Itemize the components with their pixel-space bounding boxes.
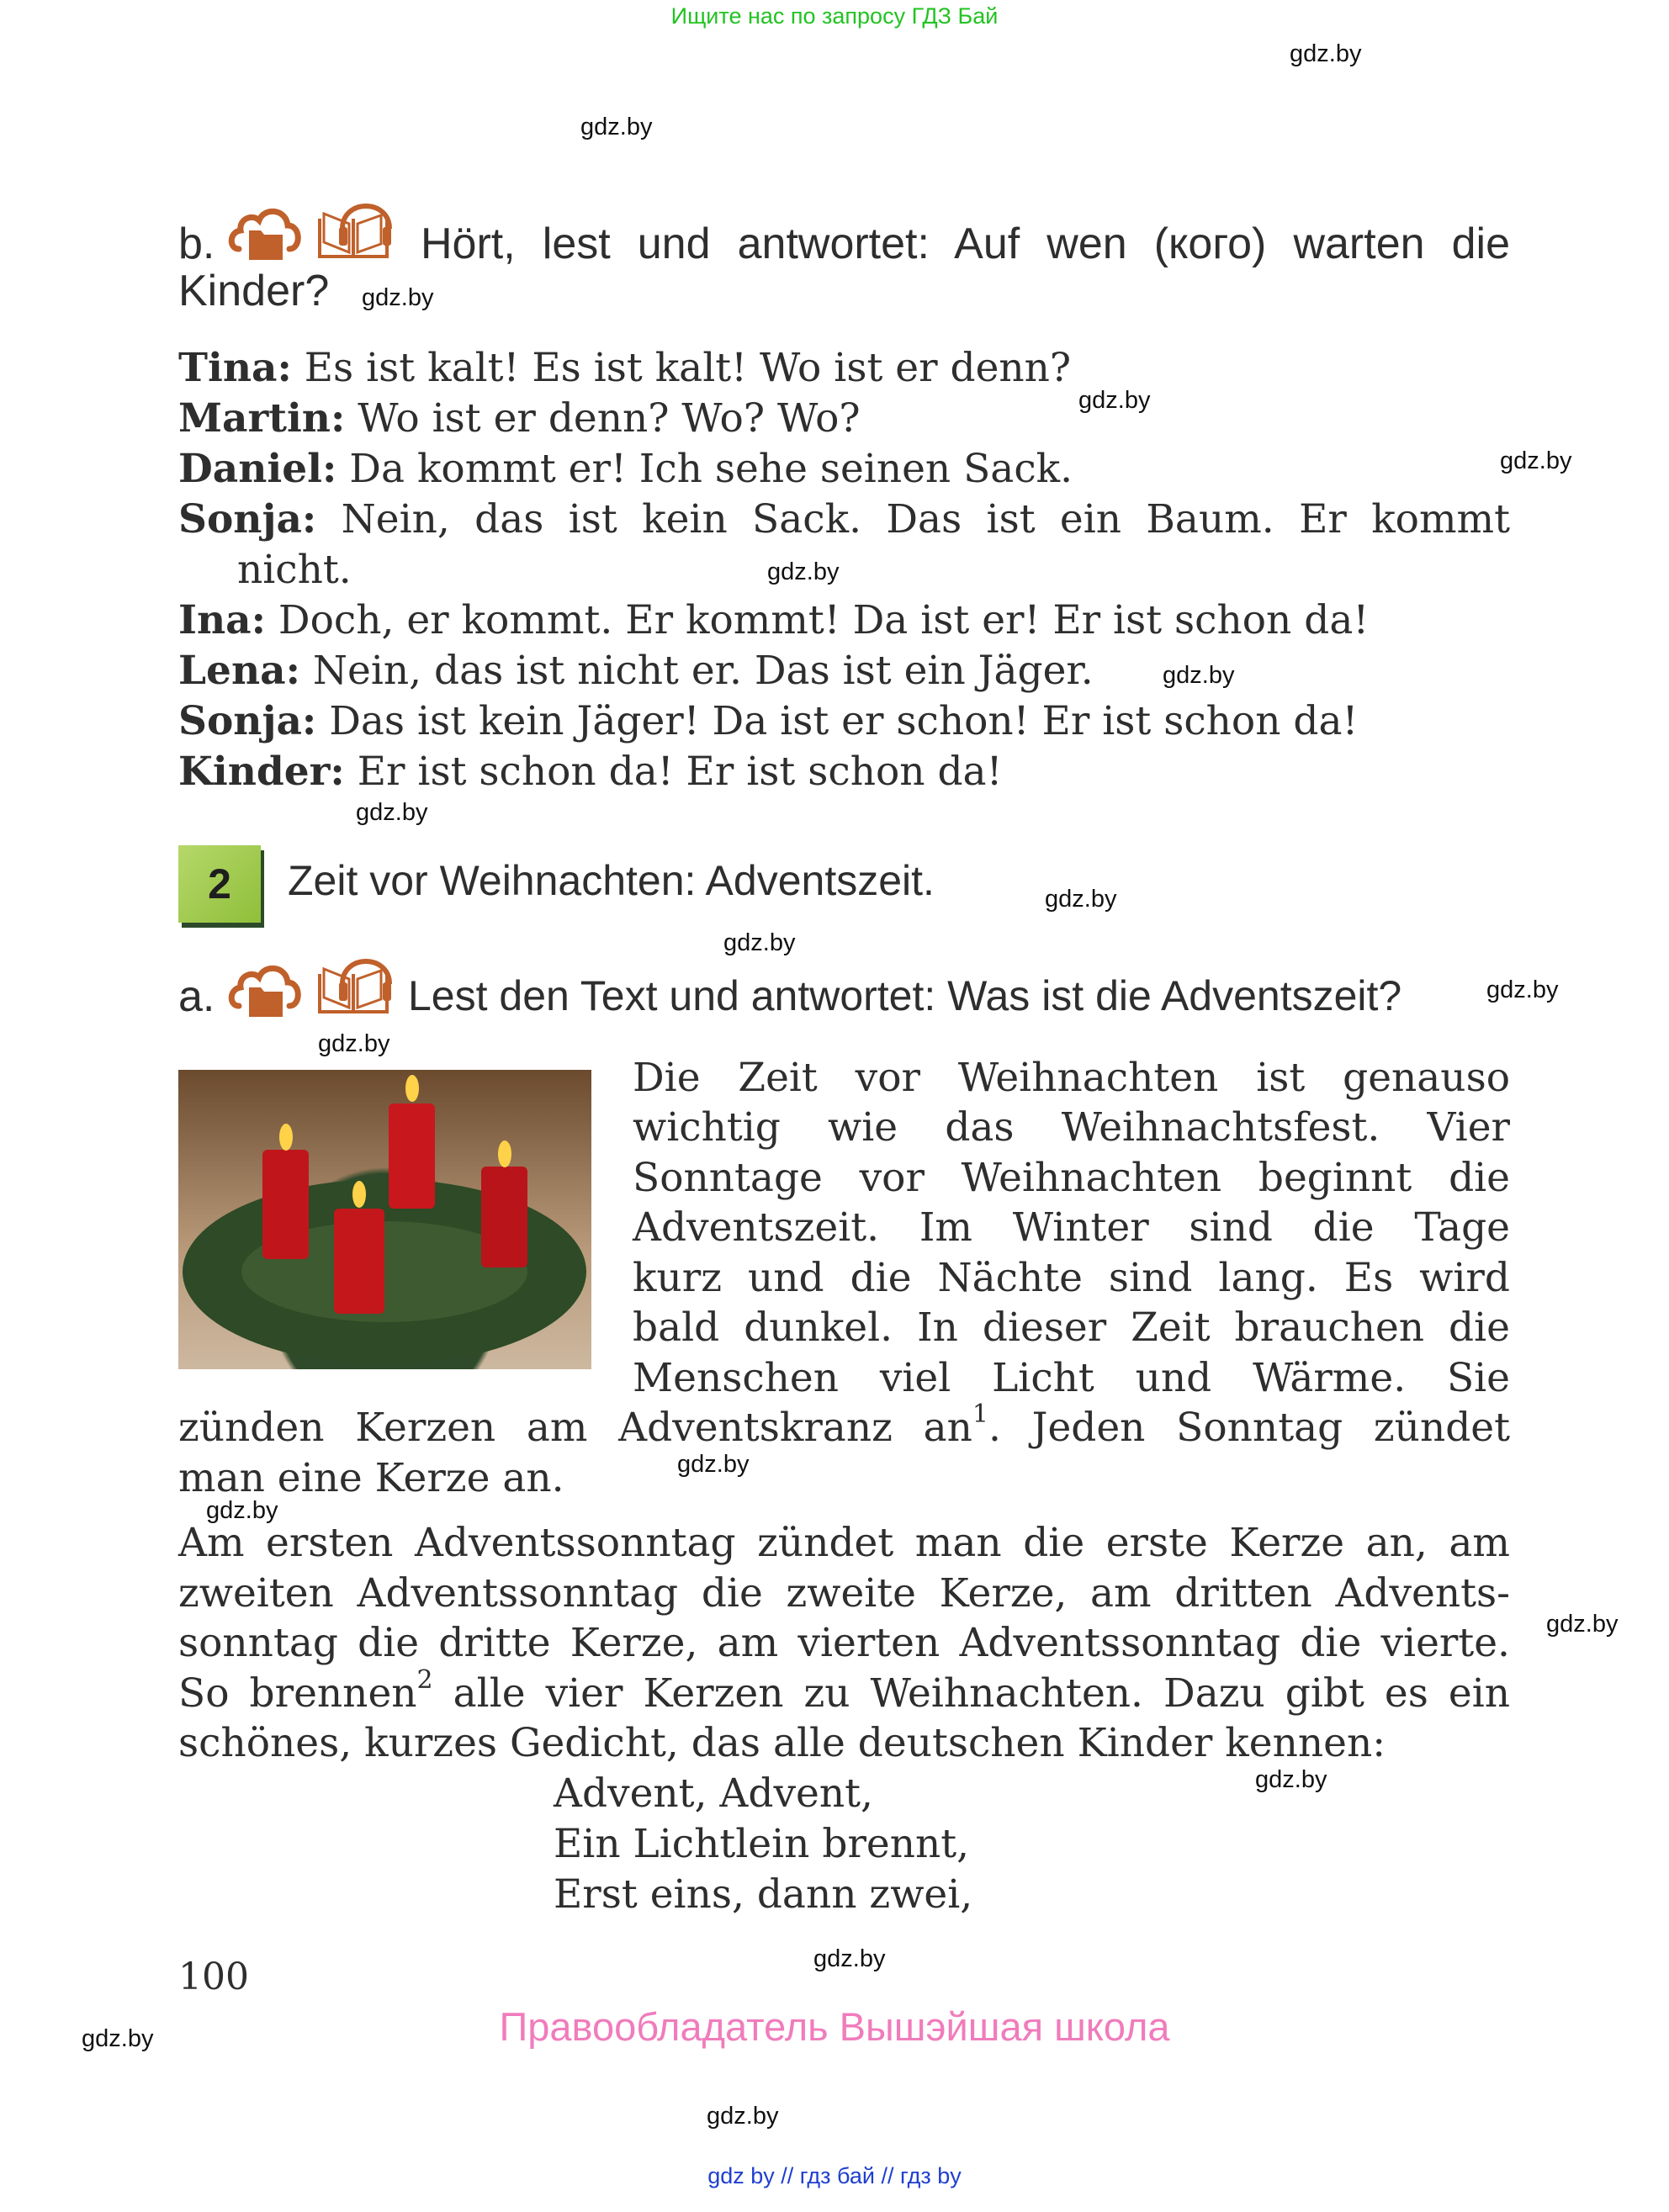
paragraph-line	[178, 1400, 1510, 1453]
line-text: . Jeden Sonntag zündet	[988, 1405, 1510, 1451]
watermark: gdz.by	[580, 114, 653, 140]
poem-line: Ein Lichtlein brennt,	[554, 1821, 970, 1867]
paragraph-line	[178, 1618, 1510, 1669]
footnote-marker: 2	[416, 1665, 433, 1695]
watermark: gdz.by	[707, 2103, 779, 2130]
watermark: gdz.by	[362, 284, 434, 311]
footnote-marker: 1	[972, 1400, 988, 1429]
section-b-title-line1: Hört, lest und antwortet: Auf wen (кого) warten die	[421, 220, 1510, 268]
watermark: gdz.by	[1255, 1766, 1327, 1793]
watermark: gdz.by	[356, 799, 428, 826]
dialogue-line	[178, 444, 1073, 495]
section-letter: a.	[178, 972, 215, 1021]
speaker-name: Daniel:	[178, 446, 337, 492]
line-text: Am ersten Adventssonntag zündet man die erste Kerze an, am	[178, 1520, 1510, 1566]
line-text: alle vier Kerzen zu Weihnachten. Dazu gibt es ein	[432, 1670, 1510, 1717]
paragraph-line	[178, 1569, 1510, 1619]
dialogue-line	[178, 696, 1358, 747]
paragraph-line	[633, 1203, 1510, 1253]
cloud-folder-icon	[227, 202, 303, 262]
speaker-name: Sonja:	[178, 496, 317, 542]
speaker-name: Ina:	[178, 597, 266, 643]
paragraph-line	[178, 1718, 1386, 1769]
page-number: 100	[178, 1955, 249, 1998]
watermark: gdz.by	[1290, 40, 1362, 67]
paragraph-line	[633, 1103, 1510, 1153]
footer-links[interactable]: gdz by // гдз бай // гдз by	[707, 2163, 962, 2188]
line-text: zweiten Adventssonntag die zweite Kerze, am dritten Advents-	[178, 1570, 1510, 1617]
line-text: bald dunkel. In dieser Zeit brauchen die	[633, 1304, 1510, 1351]
watermark: gdz.by	[1546, 1611, 1619, 1638]
line-text: Menschen viel Licht und Wärme. Sie	[633, 1355, 1510, 1401]
watermark: gdz.by	[767, 558, 840, 585]
exercise-number: 2	[208, 860, 231, 908]
section-letter: b.	[178, 220, 215, 268]
watermark: gdz.by	[813, 1945, 886, 1972]
search-hint: Ищите нас по запросу ГДЗ Бай	[670, 3, 999, 29]
poem-line: Advent, Advent,	[554, 1770, 873, 1817]
dialogue-line	[178, 595, 1369, 646]
dialogue-text: Das ist kein Jäger! Da ist er schon! Er ist schon da!	[316, 698, 1359, 744]
paragraph-line	[633, 1303, 1510, 1353]
dialogue-line	[178, 495, 1510, 545]
cloud-folder-icon	[227, 959, 303, 1019]
line-text: wichtig wie das Weihnachtsfest. Vier	[633, 1104, 1510, 1151]
speaker-name: Martin:	[178, 395, 346, 442]
section-b-title-line2: Kinder?	[178, 267, 330, 315]
paragraph-line	[633, 1153, 1510, 1204]
line-text: Adventszeit. Im Winter sind die Tage	[633, 1204, 1510, 1251]
watermark: gdz.by	[206, 1497, 278, 1524]
dialogue-text: Es ist kalt! Es ist kalt! Wo ist er denn?	[291, 345, 1072, 391]
paragraph-line	[178, 1518, 1510, 1569]
line-text: sonntag die dritte Kerze, am vierten Adventssonntag die vierte.	[178, 1620, 1510, 1666]
watermark: gdz.by	[82, 2025, 154, 2052]
advent-wreath-photo	[178, 1070, 591, 1369]
watermark: gdz.by	[1486, 976, 1559, 1003]
line-text: kurz und die Nächte sind lang. Es wird	[633, 1255, 1510, 1301]
paragraph-line	[633, 1053, 1510, 1103]
poem-line: Erst eins, dann zwei,	[554, 1871, 973, 1918]
line-text: zünden Kerzen am Adventskranz an	[178, 1405, 972, 1451]
paragraph-line	[633, 1353, 1510, 1404]
dialogue-line	[178, 343, 1071, 394]
speaker-name: Kinder:	[178, 749, 345, 795]
dialogue-line	[178, 646, 1094, 696]
watermark: gdz.by	[1500, 447, 1572, 474]
dialogue-text: Nein, das ist kein Sack. Das ist ein Baum. Er kommt	[316, 496, 1510, 542]
watermark: gdz.by	[723, 929, 796, 956]
book-headphones-icon	[315, 950, 395, 1018]
dialogue-text: Doch, er kommt. Er kommt! Da ist er! Er ist schon da!	[265, 597, 1370, 643]
dialogue-text: Nein, das ist nicht er. Das ist ein Jäger.	[299, 648, 1094, 694]
watermark: gdz.by	[1045, 886, 1117, 913]
watermark: gdz.by	[677, 1451, 750, 1478]
paragraph-line	[178, 1665, 1510, 1719]
line-text: Die Zeit vor Weihnachten ist genauso	[633, 1055, 1510, 1101]
speaker-name: Sonja:	[178, 698, 317, 744]
section-a-title: Lest den Text und antwortet: Was ist die Adventszeit?	[408, 972, 1402, 1019]
book-headphones-icon	[315, 195, 395, 262]
paragraph-line	[178, 1453, 564, 1504]
dialogue-line	[178, 394, 861, 444]
dialogue-continuation: nicht.	[237, 547, 352, 593]
watermark: gdz.by	[1078, 387, 1151, 414]
exercise-badge	[178, 845, 261, 923]
paragraph-line	[633, 1253, 1510, 1304]
watermark: gdz.by	[318, 1030, 390, 1057]
dialogue-line	[178, 747, 1002, 797]
line-text: man eine Kerze an.	[178, 1455, 564, 1501]
dialogue-text: Er ist schon da! Er ist schon da!	[344, 749, 1003, 795]
speaker-name: Tina:	[178, 345, 292, 391]
watermark: gdz.by	[1163, 662, 1235, 689]
line-text: Sonntage vor Weihnachten beginnt die	[633, 1155, 1510, 1201]
exercise-title: Zeit vor Weihnachten: Adventszeit.	[288, 857, 935, 904]
line-text: So brennen	[178, 1670, 417, 1717]
line-text: schönes, kurzes Gedicht, das alle deutschen Kinder kennen:	[178, 1720, 1386, 1766]
speaker-name: Lena:	[178, 648, 300, 694]
dialogue-text: Wo ist er denn? Wo? Wo?	[345, 395, 861, 442]
copyright-notice: Правообладатель Вышэйшая школа	[499, 2004, 1170, 2049]
dialogue-text: Da kommt er! Ich sehe seinen Sack.	[336, 446, 1073, 492]
